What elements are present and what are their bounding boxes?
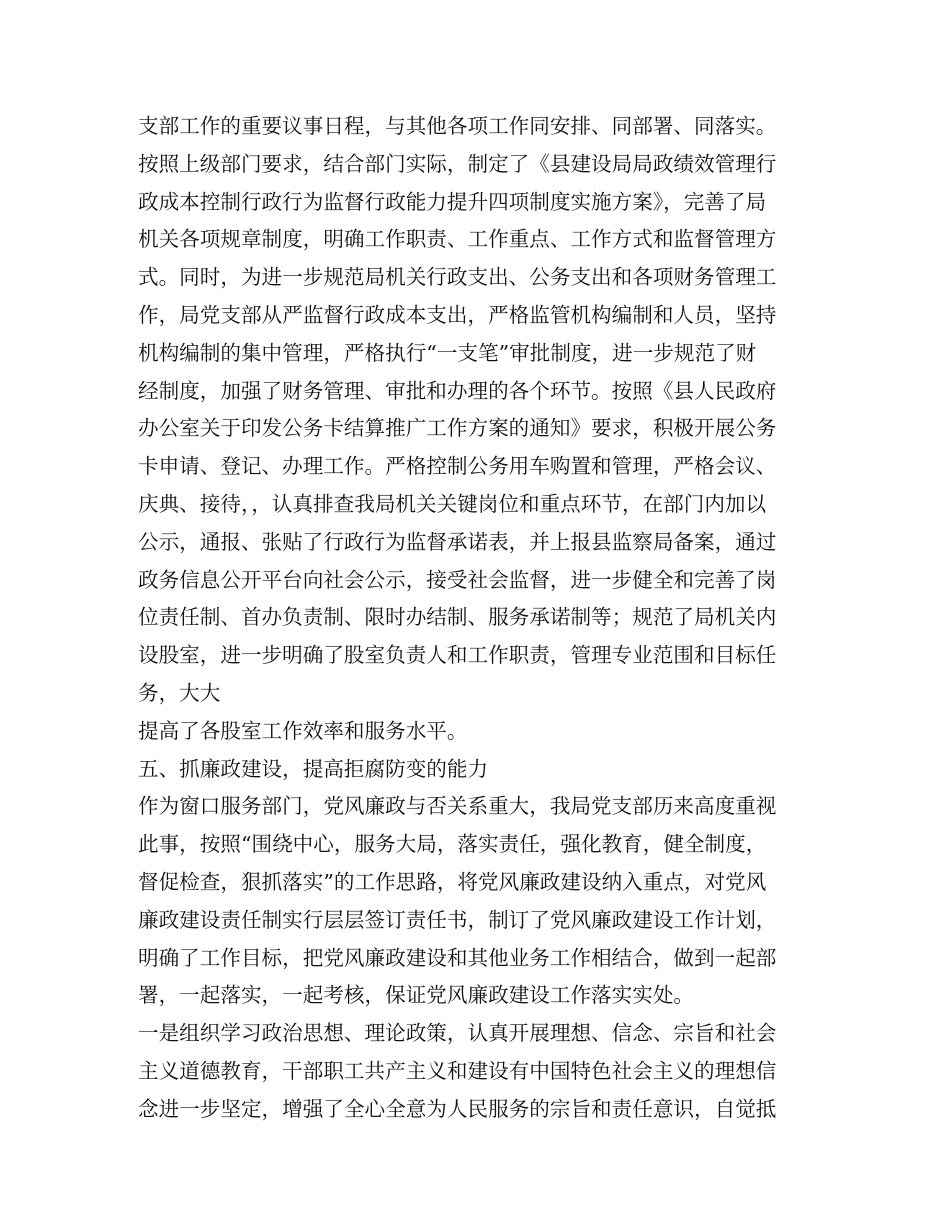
text-line: 式。同时，为进一步规范局机关行政支出、公务支出和各项财务管理工 (138, 265, 777, 290)
text-line: 政务信息公开平台向社会公示，接受社会监督，进一步健全和完善了岗 (138, 567, 777, 592)
text-line: 廉政建设责任制实行层层签订责任书，制订了党风廉政建设工作计划， (138, 907, 777, 932)
text-line: 经制度，加强了财务管理、审批和办理的各个环节。按照《县人民政府 (138, 378, 777, 403)
text-line: 督促检查，狠抓落实”的工作思路，将党风廉政建设纳入重点，对党风 (138, 869, 767, 894)
text-line: 支部工作的重要议事日程，与其他各项工作同安排、同部署、同落实。 (138, 114, 777, 138)
text-line: 提高了各股室工作效率和服务水平。 (138, 718, 468, 743)
text-line: 念进一步坚定，增强了全心全意为人民服务的宗旨和责任意识，自觉抵 (138, 1096, 777, 1121)
text-line: 机构编制的集中管理，严格执行“一支笔”审批制度，进一步规范了财 (138, 340, 757, 365)
text-line: 按照上级部门要求，结合部门实际，制定了《县建设局局政绩效管理行 (138, 151, 777, 176)
text-line: 办公室关于印发公务卡结算推广工作方案的通知》要求，积极开展公务 (138, 416, 777, 441)
text-line: 明确了工作目标，把党风廉政建设和其他业务工作相结合，做到一起部 (138, 945, 777, 970)
text-line: 署，一起落实，一起考核，保证党风廉政建设工作落实实处。 (138, 983, 695, 1008)
text-line: 卡申请、登记、办理工作。严格控制公务用车购置和管理，严格会议、 (138, 454, 777, 479)
text-line: 公示，通报、张贴了行政行为监督承诺表，并上报县监察局备案，通过 (138, 529, 777, 554)
text-line: 作为窗口服务部门，党风廉政与否关系重大，我局党支部历来高度重视 (138, 794, 777, 819)
text-line: 政成本控制行政行为监督行政能力提升四项制度实施方案》，完善了局 (138, 189, 767, 214)
text-line: 此事，按照“围绕中心，服务大局，落实责任，强化教育，健全制度， (138, 832, 767, 857)
text-line: 作，局党支部从严监督行政成本支出，严格监管机构编制和人员，坚持 (138, 302, 777, 327)
text-line: 务，大大 (138, 680, 221, 705)
text-line: 主义道德教育，干部职工共产主义和建设有中国特色社会主义的理想信 (138, 1058, 777, 1083)
section-heading: 五、抓廉政建设，提高拒腐防变的能力 (138, 756, 489, 781)
text-line: 设股室，进一步明确了股室负责人和工作职责，管理专业范围和目标任 (138, 643, 777, 668)
text-line: 机关各项规章制度，明确工作职责、工作重点、工作方式和监督管理方 (138, 227, 777, 252)
document-body (138, 108, 818, 1129)
text-line: 庆典、接待，，认真排查我局机关关键岗位和重点环节，在部门内加以 (138, 491, 767, 516)
text-line: 位责任制、首办负责制、限时办结制、服务承诺制等；规范了局机关内 (138, 605, 777, 630)
text-line: 一是组织学习政治思想、理论政策，认真开展理想、信念、宗旨和社会 (138, 1021, 777, 1046)
